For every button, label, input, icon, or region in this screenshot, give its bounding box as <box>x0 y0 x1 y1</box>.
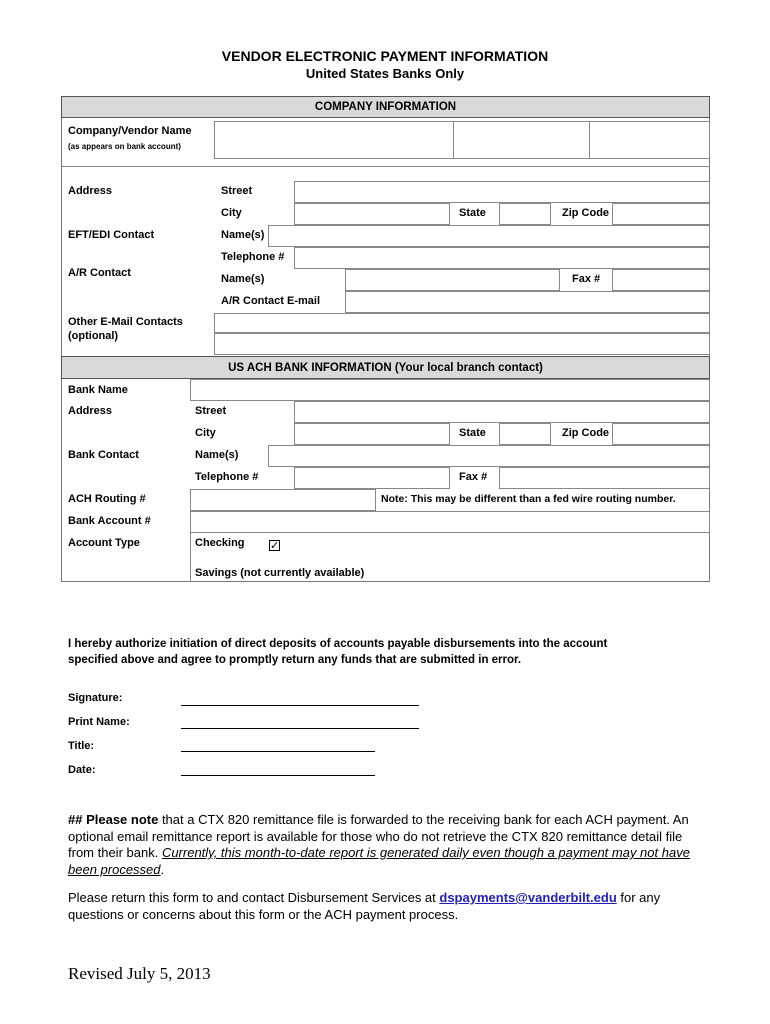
signature-label: Signature: <box>68 692 123 704</box>
account-label: Bank Account # <box>68 515 151 527</box>
savings-label: Savings (not currently available) <box>195 567 365 579</box>
title-label: Title: <box>68 740 95 752</box>
company-zip-field[interactable] <box>612 203 710 225</box>
bank-state-label: State <box>459 427 486 439</box>
date-label: Date: <box>68 764 96 776</box>
authorization-line-1: I hereby authorize initiation of direct deposits of accounts payable disbursements into the account <box>68 638 608 650</box>
bank-state-field[interactable] <box>499 423 551 445</box>
company-zip-label: Zip Code <box>562 207 610 219</box>
other-email-field-2[interactable] <box>214 333 710 355</box>
form-subtitle: United States Banks Only <box>305 66 465 81</box>
note-end: . <box>160 861 165 877</box>
revised-date: Revised July 5, 2013 <box>68 964 211 983</box>
form-title: VENDOR ELECTRONIC PAYMENT INFORMATION <box>221 48 549 64</box>
ar-email-label: A/R Contact E-mail <box>221 295 321 307</box>
bank-telephone-field[interactable] <box>294 467 450 489</box>
divider <box>61 166 710 167</box>
bank-name-field[interactable] <box>190 379 710 401</box>
divider <box>190 533 191 582</box>
vendor-name-note: (as appears on bank account) <box>68 142 181 151</box>
bank-city-label: City <box>195 427 216 439</box>
eft-telephone-field[interactable] <box>294 247 710 269</box>
eft-telephone-label: Telephone # <box>221 251 285 263</box>
company-state-field[interactable] <box>499 203 551 225</box>
ar-fax-field[interactable] <box>612 269 710 291</box>
vendor-name-label: Company/Vendor Name <box>68 125 192 137</box>
note-italic: Currently, this month-to-date report is generated daily even though a payment may not have been processed <box>68 845 690 877</box>
authorization-line-2: specified above and agree to promptly return any funds that are submitted in error. <box>68 654 522 666</box>
account-type-label: Account Type <box>68 537 140 549</box>
note-prefix: ## Please note <box>68 812 159 827</box>
bank-city-field[interactable] <box>294 423 450 445</box>
note-paragraph <box>68 812 708 878</box>
bank-name-label: Bank Name <box>68 384 128 396</box>
bank-street-field[interactable] <box>294 401 710 423</box>
vendor-name-field-3[interactable] <box>589 121 710 159</box>
return-text-1: Please return this form to and contact Disbursement Services at <box>68 890 440 905</box>
company-state-label: State <box>459 207 486 219</box>
bank-section-header: US ACH BANK INFORMATION (Your local branch contact) <box>61 356 710 379</box>
company-address-label: Address <box>68 185 113 197</box>
return-paragraph <box>68 890 708 923</box>
date-line[interactable] <box>181 775 375 776</box>
checking-label: Checking <box>195 537 245 549</box>
bank-zip-label: Zip Code <box>562 427 610 439</box>
checking-checkbox[interactable]: ✓ <box>270 540 280 552</box>
eft-names-field[interactable] <box>268 225 710 247</box>
company-street-label: Street <box>221 185 253 197</box>
bank-fax-field[interactable] <box>499 467 710 489</box>
bank-address-label: Address <box>68 405 113 417</box>
bank-contact-label: Bank Contact <box>68 449 139 461</box>
bank-fax-label: Fax # <box>459 471 488 483</box>
bank-names-field[interactable] <box>268 445 710 467</box>
bank-names-label: Name(s) <box>195 449 239 461</box>
bank-street-label: Street <box>195 405 227 417</box>
title-line[interactable] <box>181 751 375 752</box>
company-city-field[interactable] <box>294 203 450 225</box>
other-email-field-1[interactable] <box>214 313 710 333</box>
other-email-optional: (optional) <box>68 330 119 342</box>
signature-line[interactable] <box>181 705 419 706</box>
eft-contact-label: EFT/EDI Contact <box>68 229 155 241</box>
other-email-label: Other E-Mail Contacts <box>68 316 183 328</box>
print-name-label: Print Name: <box>68 716 130 728</box>
ar-contact-label: A/R Contact <box>68 267 131 279</box>
ar-names-field[interactable] <box>345 269 560 291</box>
routing-field[interactable] <box>190 489 376 511</box>
company-street-field[interactable] <box>294 181 710 203</box>
bank-telephone-label: Telephone # <box>195 471 259 483</box>
routing-label: ACH Routing # <box>68 493 146 505</box>
vendor-name-field-2[interactable] <box>453 121 590 159</box>
ar-fax-label: Fax # <box>572 273 601 285</box>
routing-note: Note: This may be different than a fed wire routing number. <box>381 493 676 505</box>
company-section-header: COMPANY INFORMATION <box>61 96 710 118</box>
ar-email-field[interactable] <box>345 291 710 313</box>
bank-zip-field[interactable] <box>612 423 710 445</box>
vendor-name-field-1[interactable] <box>214 121 454 159</box>
company-city-label: City <box>221 207 242 219</box>
account-field[interactable] <box>190 511 710 533</box>
print-name-line[interactable] <box>181 728 419 729</box>
eft-names-label: Name(s) <box>221 229 265 241</box>
email-link[interactable]: dspayments@vanderbilt.edu <box>439 890 617 905</box>
return-text-2: for any questions or concerns about this form or the ACH payment process. <box>68 890 661 922</box>
ar-names-label: Name(s) <box>221 273 265 285</box>
note-text: that a CTX 820 remittance file is forwarded to the receiving bank for each ACH payment. An optional email remittance report is available for those who do not retrieve the CTX 820 remittance detail file from their bank. <box>68 812 689 860</box>
